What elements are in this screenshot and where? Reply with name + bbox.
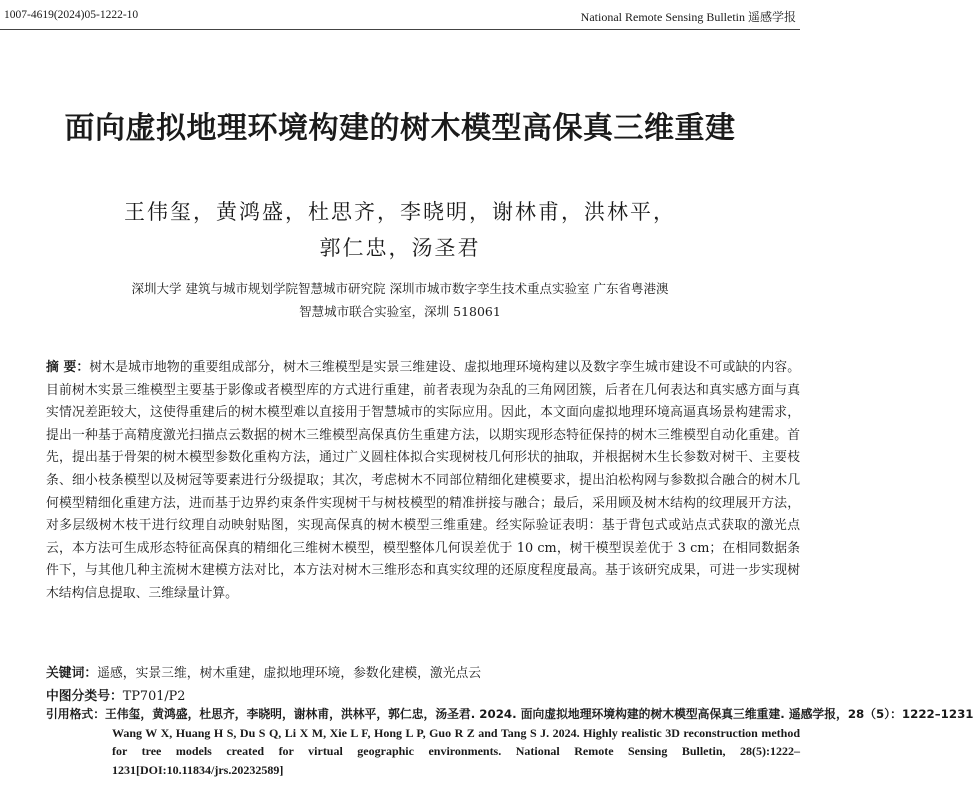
abstract-text: 树木是城市地物的重要组成部分，树木三维模型是实景三维建设、虚拟地理环境构建以及数字孪生城市建设不可或缺的内容。目前树木实景三维模型主要基于影像或者模型库的方式进行重建，前者表现为杂乱的三角网团簇，后者在几何表达和真实感方面与真实情况差距较大，这使得重建后的树木模型难以直接用于智慧城市的实际应用。因此，本文面向虚拟地理环境高逼真场景构建需求，提出一种基于高精度激光扫描点云数据的树木三维模型高保真仿生重建方法，以期实现形态特征保持的树木三维模型自动化重建。首先，提出基于骨架的树木模型参数化重构方法，通过广义圆柱体拟合实现树枝几何形状的抽取，并根据树木生长参数对树干、主要枝条、细小枝条模型以及树冠等要素进行分级提取；其次，考虑树木不同部位精细化建模要求，提出泊松构网与参数拟合融合的树木几何模型精细化重建方法，进而基于边界约束条件实现树干与树枝模型的精准拼接与融合；最后，采用顾及树木结构的纹理展开方法，对多层级树木枝干进行纹理自动映射贴图，实现高保真的树木模型三维重建。经实际验证表明：基于背包式或站点式获取的激光点云，本方法可生成形态特征高保真的精细化三维树木模型，模型整体几何误差优于 10 cm，树干模型误差优于 3 cm；在相同数据条件下，与其他几种主流树木建模方法对比，本方法对树木三维形态和真实纹理的还原度程度最高。基于该研究成果，可进一步实现树木结构信息提取、三维绿量计算。 [46,360,800,601]
paper-title: 面向虚拟地理环境构建的树木模型高保真三维重建 [64,111,736,146]
citation-en: Wang W X, Huang H S, Du S Q, Li X M, Xie L F, Hong L P, Guo R Z and Tang S J. 2024. Highly realistic 3D reconstruction method for tree models created for virtual geographic environments. National Remote Sensing Bulletin, 28(5):1222–1231[DOI:10.11834/jrs.20232589] [112,725,800,777]
classification-label: 中图分类号： [46,689,123,704]
authors-line-1: 王伟玺，黄鸿盛，杜思齐，李晓明，谢林甫，洪林平， [124,200,676,224]
classification-text: TP701/P2 [122,689,186,704]
header-divider [0,29,800,30]
journal-name: National Remote Sensing Bulletin 遥感学报 [580,10,796,24]
article-id: 1007-4619(2024)05-1222-10 [4,9,139,21]
citation [46,705,974,779]
classification [46,685,800,704]
keywords-text: 遥感，实景三维，树木重建，虚拟地理环境，参数化建模，激光点云 [97,666,482,681]
keywords [46,662,800,681]
affiliation-line-1: 深圳大学 建筑与城市规划学院智慧城市研究院 深圳市城市数字孪生技术重点实验室 广东省粤港澳 [131,281,669,296]
citation-zh: 王伟玺，黄鸿盛，杜思齐，李晓明，谢林甫，洪林平，郭仁忠，汤圣君. 2024. 面向虚拟地理环境构建的树木模型高保真三维重建. 遥感学报，28（5）：1222–1231 [105,707,974,721]
authors-line-2: 郭仁忠，汤圣君 [319,236,481,260]
affiliation [60,277,740,323]
author-list [60,194,740,266]
abstract-label: 摘 要： [46,360,90,375]
citation-label: 引用格式： [46,707,105,721]
abstract [46,357,800,606]
affiliation-line-2: 智慧城市联合实验室，深圳 518061 [299,304,501,319]
keywords-label: 关键词： [46,666,98,681]
